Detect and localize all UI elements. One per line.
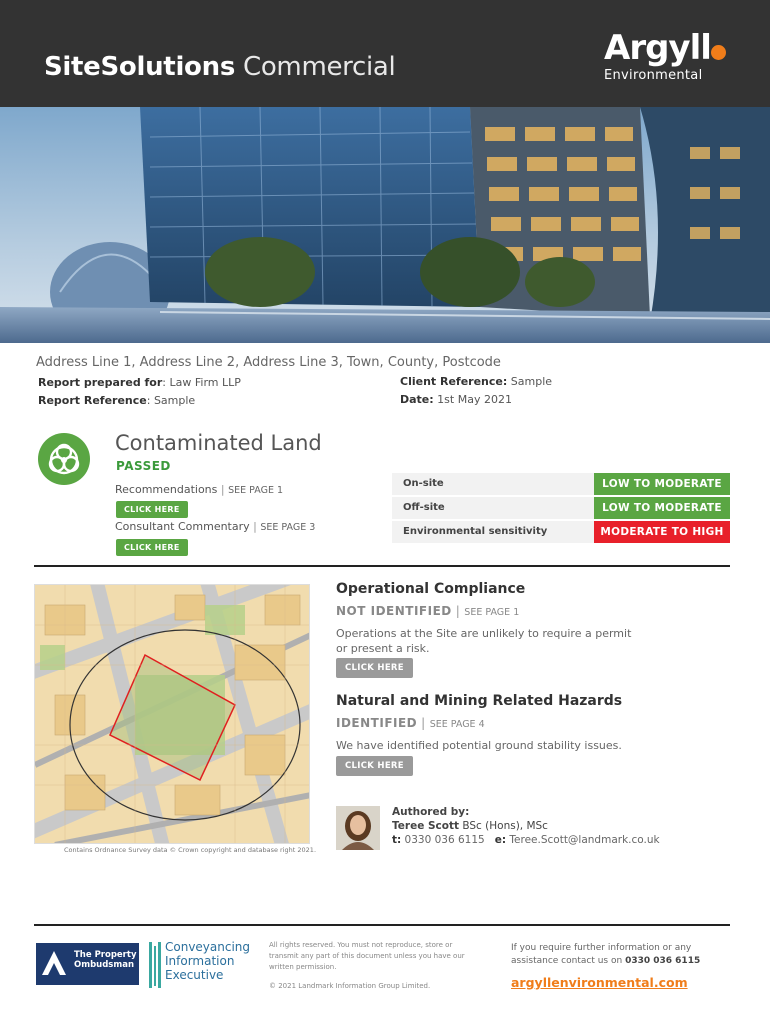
hero-image <box>0 107 770 343</box>
author-contact: t: 0330 036 6115 e: Teree.Scott@landmark.co.uk <box>392 834 660 846</box>
risk-label-environmental: Environmental sensitivity <box>403 526 548 537</box>
risk-value-environmental: MODERATE TO HIGH <box>594 521 730 543</box>
hazards-title: Natural and Mining Related Hazards <box>336 693 623 709</box>
website-link[interactable]: argyllenvironmental.com <box>511 975 688 990</box>
section-divider <box>34 565 730 567</box>
recommendations-link[interactable]: Recommendations | SEE PAGE 1 <box>115 483 284 496</box>
consultant-commentary-link[interactable]: Consultant Commentary | SEE PAGE 3 <box>115 520 316 533</box>
contaminated-land-status: PASSED <box>116 459 171 473</box>
pom-name: The Property Ombudsman <box>74 950 137 970</box>
recommendations-click-button[interactable]: CLICK HERE <box>116 501 188 518</box>
operational-body: Operations at the Site are unlikely to require a permit or present a risk. <box>336 627 632 655</box>
logo-subtitle: Environmental <box>604 68 703 83</box>
map-caption: Contains Ordnance Survey data © Crown copyright and database right 2021. <box>64 846 317 854</box>
product-title: SiteSolutions Commercial <box>44 52 396 82</box>
risk-value-offsite: LOW TO MODERATE <box>594 497 730 519</box>
biohazard-icon <box>38 433 90 485</box>
author-email-link[interactable]: Teree.Scott@landmark.co.uk <box>506 834 660 846</box>
author-photo <box>336 806 380 850</box>
client-reference: Client Reference: Sample <box>400 375 553 388</box>
site-map <box>34 584 310 844</box>
hazards-body: We have identified potential ground stability issues. <box>336 739 622 752</box>
argyll-logo: Argyll <box>604 28 711 68</box>
operational-status: NOT IDENTIFIED | SEE PAGE 1 <box>336 604 520 618</box>
legal-notice: All rights reserved. You must not reproduce, store or transmit any part of this document unless you have our written permission. © 2021 Landmark Information Group Limited. <box>269 941 465 990</box>
cie-name: Conveyancing Information Executive <box>165 940 251 982</box>
risk-label-offsite: Off-site <box>403 502 445 513</box>
report-reference: Report Reference: Sample <box>38 394 196 407</box>
report-date: Date: 1st May 2021 <box>400 393 512 406</box>
help-text: If you require further information or any assistance contact us on 0330 036 6115 <box>511 943 701 966</box>
hazards-click-button[interactable]: CLICK HERE <box>336 756 413 776</box>
site-address: Address Line 1, Address Line 2, Address Line 3, Town, County, Postcode <box>36 355 501 370</box>
risk-label-onsite: On-site <box>403 478 444 489</box>
authored-by-label: Authored by: <box>392 806 470 818</box>
author-name: Teree Scott BSc (Hons), MSc <box>392 820 548 832</box>
consultant-click-button[interactable]: CLICK HERE <box>116 539 188 556</box>
logo-dot-icon <box>711 45 726 60</box>
risk-value-onsite: LOW TO MODERATE <box>594 473 730 495</box>
operational-compliance-title: Operational Compliance <box>336 581 526 597</box>
footer-divider <box>34 924 730 926</box>
property-ombudsman-logo <box>36 943 139 985</box>
contaminated-land-title: Contaminated Land <box>115 431 322 455</box>
operational-click-button[interactable]: CLICK HERE <box>336 658 413 678</box>
hazards-status: IDENTIFIED | SEE PAGE 4 <box>336 716 485 730</box>
prepared-for: Report prepared for: Law Firm LLP <box>38 376 241 389</box>
